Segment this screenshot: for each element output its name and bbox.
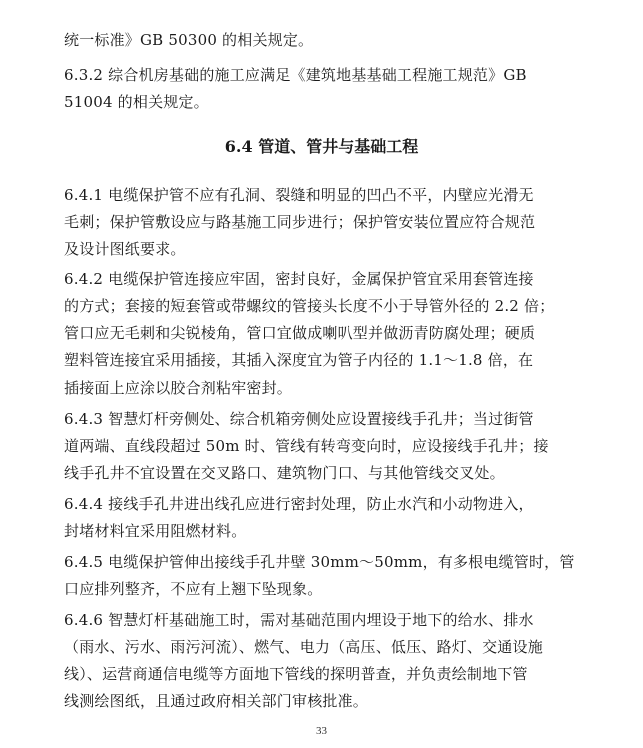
clause-6-4-4-line-1: 6.4.4 接线手孔井进出线孔应进行密封处理，防止水汽和小动物进入，	[64, 495, 534, 513]
previous-clause-tail: 统一标准》GB 50300 的相关规定。	[64, 31, 314, 49]
clause-6-4-6-line-1: 6.4.6 智慧灯杆基础施工时，需对基础范围内埋设于地下的给水、排水	[64, 611, 534, 629]
clause-6-4-5-line-1: 6.4.5 电缆保护管伸出接线手孔井壁 30mm～50mm，有多根电缆管时，管	[64, 553, 575, 571]
clause-6-4-1-line-1: 6.4.1 电缆保护管不应有孔洞、裂缝和明显的凹凸不平，内壁应光滑无	[64, 186, 534, 204]
clause-6-4-6-line-4: 线测绘图纸，且通过政府相关部门审核批准。	[64, 692, 369, 710]
clause-6-4-2-line-5: 插接面上应涂以胶合剂粘牢密封。	[64, 379, 293, 397]
clause-6-4-2-line-4: 塑料管连接宜采用插接，其插入深度宜为管子内径的 1.1～1.8 倍，在	[64, 351, 534, 369]
clause-6-4-5-line-2: 口应排列整齐，不应有上翘下坠现象。	[64, 580, 323, 598]
clause-6-4-1-line-2: 毛刺；保护管敷设应与路基施工同步进行；保护管安装位置应符合规范	[64, 213, 536, 231]
clause-6-4-1-line-3: 及设计图纸要求。	[64, 240, 186, 258]
clause-6-4-3-line-1: 6.4.3 智慧灯杆旁侧处、综合机箱旁侧处应设置接线手孔井；当过街管	[64, 410, 534, 428]
clause-6-4-2-line-2: 的方式；套接的短套管或带螺纹的管接头长度不小于导管外径的 2.2 倍；	[64, 297, 555, 315]
clause-6-4-6-line-2: （雨水、污水、雨污河流）、燃气、电力（高压、低压、路灯、交通设施	[64, 638, 543, 656]
clause-6-4-2-line-3: 管口应无毛刺和尖锐棱角，管口宜做成喇叭型并做沥青防腐处理；硬质	[64, 324, 536, 342]
clause-6-3-2-line-1: 6.3.2 综合机房基础的施工应满足《建筑地基基础工程施工规范》GB	[64, 66, 527, 84]
clause-6-4-4-line-2: 封堵材料宜采用阻燃材料。	[64, 522, 247, 540]
clause-6-4-6-line-3: 线）、运营商通信电缆等方面地下管线的探明普查，并负责绘制地下管	[64, 665, 528, 683]
section-heading-6-4: 6.4 管道、管井与基础工程	[224, 137, 419, 156]
clause-6-4-3-line-3: 线手孔井不宜设置在交叉路口、建筑物门口、与其他管线交叉处。	[64, 464, 505, 482]
clause-6-3-2-line-2: 51004 的相关规定。	[64, 93, 209, 111]
clause-6-4-2-line-1: 6.4.2 电缆保护管连接应牢固，密封良好，金属保护管宜采用套管连接	[64, 270, 534, 288]
page-number: 33	[316, 725, 327, 737]
clause-6-4-3-line-2: 道两端、直线段超过 50m 时、管线有转弯变向时，应设接线手孔井；接	[64, 437, 549, 455]
